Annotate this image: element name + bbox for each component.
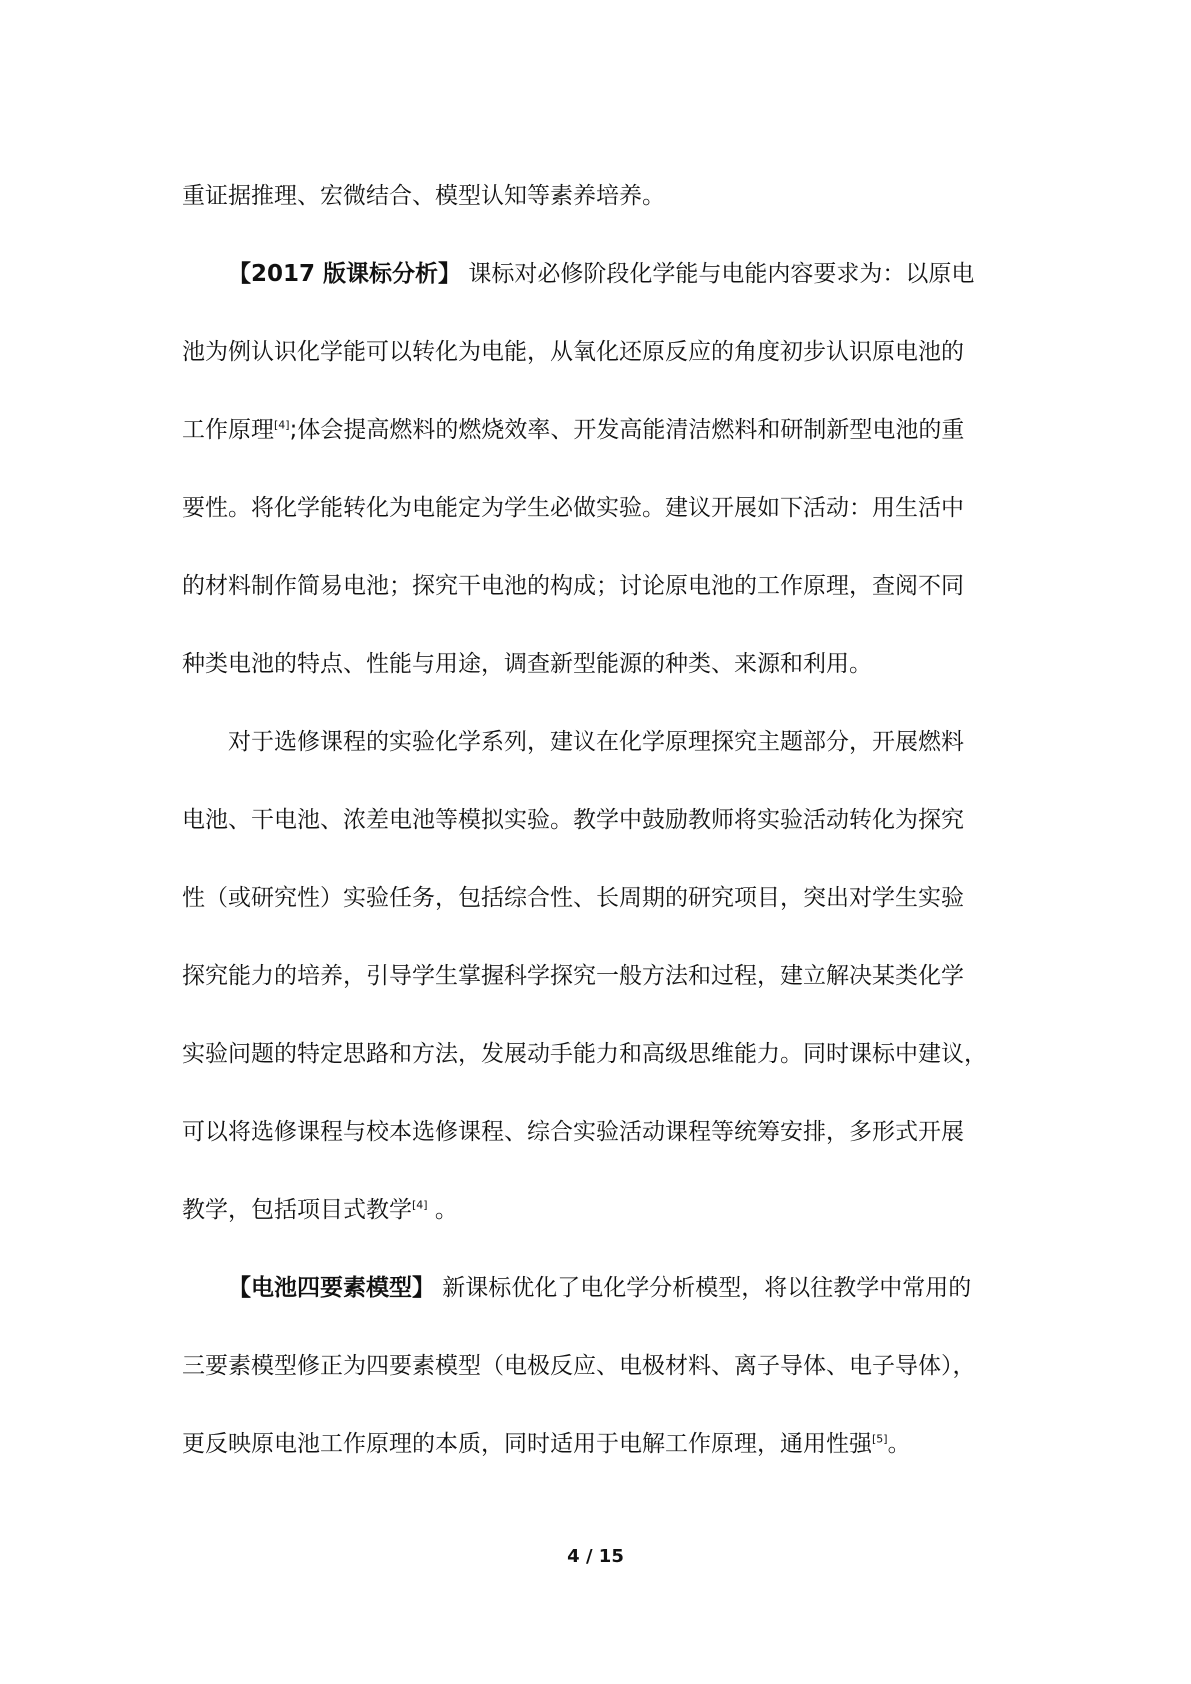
citation-marker: [5] — [872, 1432, 888, 1446]
paragraph-4-line-1 — [182, 1249, 1017, 1327]
paragraph-2-line-5 — [182, 547, 1017, 625]
paragraph-3-text: 。 — [427, 1197, 458, 1223]
paragraph-1-text: 重证据推理、宏微结合、模型认知等素养培养。 — [182, 183, 665, 209]
paragraph-3-line-2 — [182, 781, 1017, 859]
page-number: 4 / 15 — [567, 1546, 624, 1567]
paragraph-2-line-3 — [182, 391, 1017, 469]
paragraph-3-line-6 — [182, 1093, 1017, 1171]
paragraph-2-text: ;体会提高燃料的燃烧效率、开发高能清洁燃料和研制新型电池的重 — [289, 417, 965, 443]
paragraph-3-text: 性（或研究性）实验任务，包括综合性、长周期的研究项目，突出对学生实验 — [182, 885, 964, 911]
paragraph-2-text: 要性。将化学能转化为电能定为学生必做实验。建议开展如下活动：用生活中 — [182, 495, 964, 521]
paragraph-3-text: 教学，包括项目式教学 — [182, 1197, 412, 1223]
paragraph-3-text: 可以将选修课程与校本选修课程、综合实验活动课程等统筹安排，多形式开展 — [182, 1119, 964, 1145]
paragraph-2-line-2 — [182, 313, 1017, 391]
paragraph-2-line-4 — [182, 469, 1017, 547]
paragraph-2-text: 工作原理 — [182, 417, 274, 443]
paragraph-3-text: 实验问题的特定思路和方法，发展动手能力和高级思维能力。同时课标中建议， — [182, 1041, 987, 1067]
citation-marker: [4] — [274, 418, 290, 432]
paragraph-2-line-6 — [182, 625, 1017, 703]
paragraph-4-text: 三要素模型修正为四要素模型（电极反应、电极材料、离子导体、电子导体）， — [182, 1353, 976, 1379]
paragraph-3-text: 电池、干电池、浓差电池等模拟实验。教学中鼓励教师将实验活动转化为探究 — [182, 807, 964, 833]
paragraph-2-text: 池为例认识化学能可以转化为电能，从氧化还原反应的角度初步认识原电池的 — [182, 339, 964, 365]
paragraph-3-text: 探究能力的培养，引导学生掌握科学探究一般方法和过程，建立解决某类化学 — [182, 963, 964, 989]
paragraph-3-line-7 — [182, 1171, 1017, 1249]
paragraph-2-text: 种类电池的特点、性能与用途，调查新型能源的种类、来源和利用。 — [182, 651, 872, 677]
paragraph-2-text: 的材料制作简易电池；探究干电池的构成；讨论原电池的工作原理，查阅不同 — [182, 573, 964, 599]
curriculum-analysis-heading: 【2017 版课标分析】 — [228, 261, 462, 287]
paragraph-3-line-4 — [182, 937, 1017, 1015]
paragraph-4-line-2 — [182, 1327, 1017, 1405]
paragraph-3-line-1 — [182, 703, 1017, 781]
paragraph-4-line-3 — [182, 1405, 1017, 1483]
paragraph-4-text: 。 — [887, 1431, 911, 1457]
paragraph-3-line-5 — [182, 1015, 1017, 1093]
paragraph-2-line-1 — [182, 235, 1017, 313]
paragraph-3-line-3 — [182, 859, 1017, 937]
paragraph-3-text: 对于选修课程的实验化学系列，建议在化学原理探究主题部分，开展燃料 — [228, 729, 964, 755]
citation-marker: [4] — [412, 1198, 428, 1212]
battery-model-heading: 【电池四要素模型】 — [228, 1275, 435, 1301]
paragraph-4-text: 更反映原电池工作原理的本质，同时适用于电解工作原理，通用性强 — [182, 1431, 872, 1457]
document-body — [182, 157, 1017, 1483]
paragraph-2-text: 课标对必修阶段化学能与电能内容要求为：以原电 — [461, 261, 975, 287]
paragraph-1-line-1 — [182, 157, 1017, 235]
paragraph-4-text: 新课标优化了电化学分析模型，将以往教学中常用的 — [435, 1275, 972, 1301]
